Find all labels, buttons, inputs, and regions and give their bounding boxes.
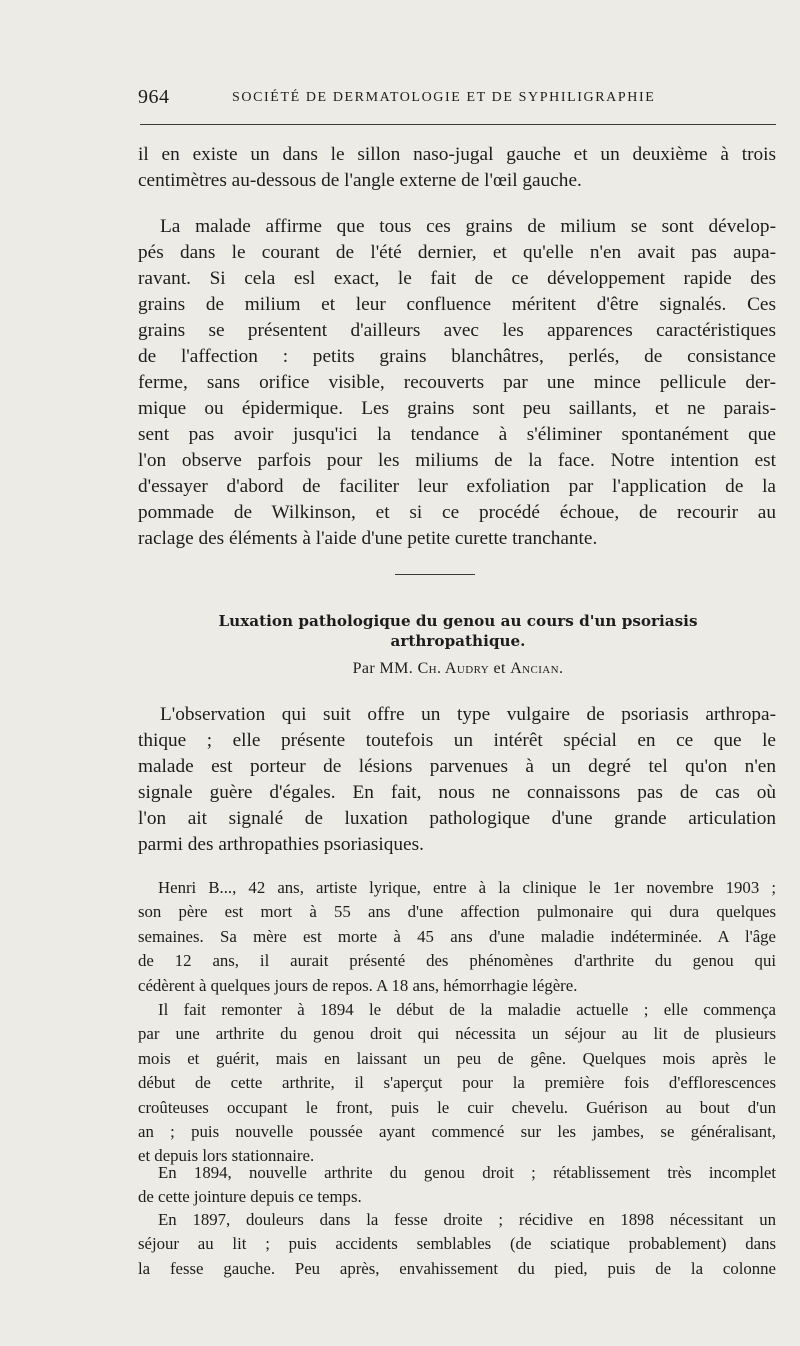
text-line: par une arthrite du genou droit qui nécessita un séjour au lit de plusieurs — [138, 1024, 776, 1044]
text-line: Henri B..., 42 ans, artiste lyrique, entre à la clinique le 1er novembre 1903 ; — [158, 878, 776, 897]
text-line: malade est porteur de lésions parvenues à un degré tel qu'on n'en — [138, 756, 776, 777]
text-line: d'essayer d'abord de faciliter leur exfoliation par l'application de la — [138, 476, 776, 497]
authors-prefix: Par MM. — [352, 660, 418, 677]
title-line: Luxation pathologique du genou au cours d'un psoriasis — [218, 612, 698, 630]
page-number: 964 — [138, 86, 170, 108]
text-line: En 1897, douleurs dans la fesse droite ; récidive en 1898 nécessitant un — [158, 1210, 776, 1229]
text-line: pés dans le courant de l'été dernier, et qu'elle n'en avait pas aupa- — [138, 242, 776, 263]
text-line: il en existe un dans le sillon naso-jugal gauche et un deuxième à trois — [138, 144, 776, 165]
text-line: centimètres au-dessous de l'angle externe de l'œil gauche. — [138, 170, 582, 191]
paragraph-1894 — [138, 1161, 776, 1210]
text-line: la fesse gauche. Peu après, envahissement du pied, puis de la colonne — [138, 1258, 776, 1278]
paragraph-1897 — [138, 1208, 776, 1281]
text-line: La malade affirme que tous ces grains de milium se sont dévelop- — [160, 216, 776, 237]
running-head — [138, 86, 778, 110]
text-line: thique ; elle présente toutefois un intérêt spécial en ce que le — [138, 730, 776, 751]
author-name: Ch. Audry — [417, 660, 490, 677]
text-line: début de cette arthrite, il s'aperçut pour la première fois d'efflorescences — [138, 1073, 776, 1093]
text-line: ferme, sans orifice visible, recouverts par une mince pellicule der- — [138, 372, 776, 393]
text-line: croûteuses occupant le front, puis le cuir chevelu. Guérison au bout d'un — [138, 1097, 776, 1117]
text-line: signale guère d'égales. En fait, nous ne connaissons pas de cas où — [138, 782, 776, 803]
text-line: et depuis lors stationnaire. — [138, 1146, 315, 1166]
section-separator — [395, 574, 475, 575]
text-line: l'on ait signalé de luxation pathologique d'une grande articulation — [138, 808, 776, 829]
header-rule — [140, 124, 776, 125]
text-line: séjour au lit ; puis accidents semblables (de sciatique probablement) dans — [138, 1234, 776, 1254]
text-line: parmi des arthropathies psoriasiques. — [138, 834, 424, 855]
paragraph-intro — [138, 702, 776, 858]
text-line: semaines. Sa mère est morte à 45 ans d'une maladie indéterminée. A l'âge — [138, 926, 776, 946]
paragraph-disease-onset — [138, 998, 776, 1169]
text-line: an ; puis nouvelle poussée ayant commencé sur les jambes, se généralisant, — [138, 1121, 776, 1141]
text-line: pommade de Wilkinson, et si ce procédé échoue, de recourir au — [138, 502, 776, 523]
text-line: grains se présentent d'ailleurs avec les apparences caractéristiques — [138, 320, 776, 341]
text-line: son père est mort à 55 ans d'une affection pulmonaire qui dura quelques — [138, 902, 776, 922]
text-line: l'on observe parfois pour les miliums de la face. Notre intention est — [138, 450, 776, 471]
text-line: ravant. Si cela esl exact, le fait de ce développement rapide des — [138, 268, 776, 289]
text-line: Il fait remonter à 1894 le début de la maladie actuelle ; elle commença — [158, 1000, 776, 1019]
text-line: de 12 ans, il aurait présenté des phénomènes d'arthrite du genou qui — [138, 951, 776, 971]
authors-joiner: et — [489, 660, 511, 677]
paragraph-continuation — [138, 142, 776, 194]
authors-line — [150, 660, 766, 678]
journal-title: SOCIÉTÉ DE DERMATOLOGIE ET DE SYPHILIGRAPHIE — [232, 90, 656, 105]
text-line: de cette jointure depuis ce temps. — [138, 1187, 362, 1207]
text-line: cédèrent à quelques jours de repos. A 18 ans, hémorrhagie légère. — [138, 975, 578, 995]
title-line: arthropathique. — [390, 632, 526, 650]
text-line: mois et guérit, mais en laissant un peu de gêne. Quelques mois après le — [138, 1048, 776, 1068]
text-line: mique ou épidermique. Les grains sont peu saillants, et ne parais- — [138, 398, 776, 419]
text-line: de l'affection : petits grains blanchâtres, perlés, de consistance — [138, 346, 776, 367]
text-line: En 1894, nouvelle arthrite du genou droit ; rétablissement très incomplet — [158, 1163, 776, 1182]
text-line: sent pas avoir jusqu'ici la tendance à s'éliminer spontanément que — [138, 424, 776, 445]
text-line: raclage des éléments à l'aide d'une petite curette tranchante. — [138, 528, 598, 549]
paragraph-case-history — [138, 876, 776, 998]
text-line: grains de milium et leur confluence méritent d'être signalés. Ces — [138, 294, 776, 315]
paragraph-milium — [138, 214, 776, 552]
author-name: Ancian. — [510, 660, 564, 677]
text-line: L'observation qui suit offre un type vulgaire de psoriasis arthropa- — [160, 704, 776, 725]
article-title — [150, 611, 766, 651]
